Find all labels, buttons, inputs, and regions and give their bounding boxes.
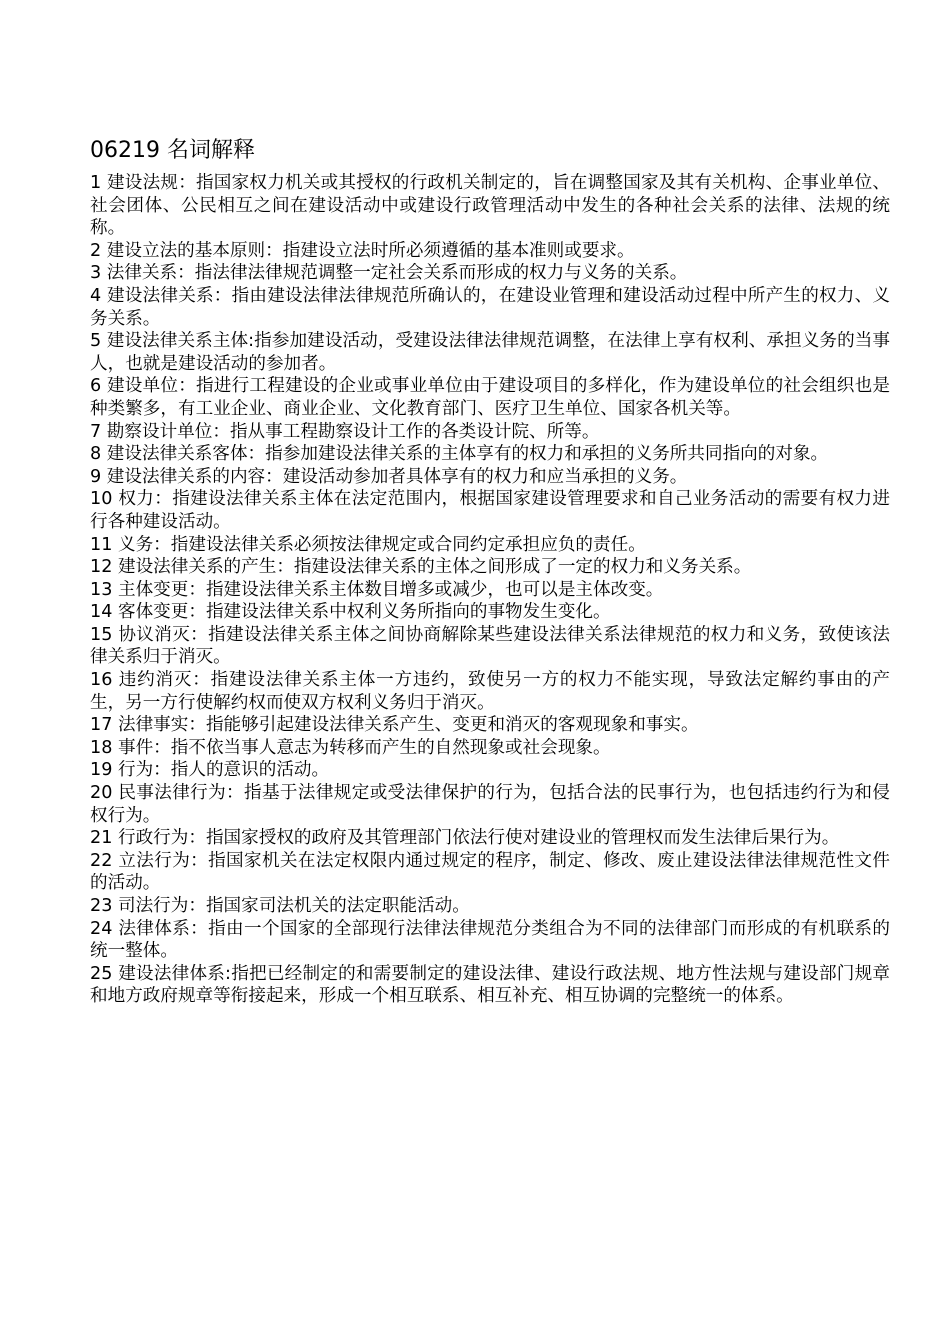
definition-entry: 1 建设法规：指国家权力机关或其授权的行政机关制定的，旨在调整国家及其有关机构、企事业单位、社会团体、公民相互之间在建设活动中或建设行政管理活动中发生的各种社会关系的法律、法规的统称。 [90,173,890,239]
definition-entry: 4 建设法律关系：指由建设法律法律规范所确认的，在建设业管理和建设活动过程中所产生的权力、义务关系。 [90,285,890,329]
definition-entry: 2 建设立法的基本原则：指建设立法时所必须遵循的基本准则或要求。 [90,240,635,261]
definition-entry: 17 法律事实：指能够引起建设法律关系产生、变更和消灭的客观现象和事实。 [90,715,699,736]
definition-entry: 13 主体变更：指建设法律关系主体数目增多或减少，也可以是主体改变。 [90,579,664,600]
definition-entry: 25 建设法律体系:指把已经制定的和需要制定的建设法律、建设行政法规、地方性法规与建设部门规章和地方政府规章等衔接起来，形成一个相互联系、相互补充、相互协调的完整统一的体系。 [90,963,890,1007]
definition-entry: 24 法律体系：指由一个国家的全部现行法律法律规范分类组合为不同的法律部门而形成的有机联系的统一整体。 [90,918,890,962]
definition-entry: 18 事件：指不依当事人意志为转移而产生的自然现象或社会现象。 [90,737,611,758]
definition-entry: 23 司法行为：指国家司法机关的法定职能活动。 [90,896,470,916]
definition-entry: 22 立法行为：指国家机关在法定权限内通过规定的程序，制定、修改、废止建设法律法律规范性文件的活动。 [90,850,890,894]
definition-entry: 10 权力：指建设法律关系主体在法定范围内，根据国家建设管理要求和自己业务活动的需要有权力进行各种建设活动。 [90,489,890,532]
definition-entry: 8 建设法律关系客体：指参加建设法律关系的主体享有的权力和承担的义务所共同指向的对象。 [90,444,829,465]
definition-entry: 5 建设法律关系主体:指参加建设活动，受建设法律法律规范调整，在法律上享有权利、承担义务的当事人，也就是建设活动的参加者。 [90,331,890,374]
definition-entry: 15 协议消灭：指建设法律关系主体之间协商解除某些建设法律关系法律规范的权力和义务，致使该法律关系归于消灭。 [90,624,890,668]
definition-entry: 21 行政行为：指国家授权的政府及其管理部门依法行使对建设业的管理权而发生法律后果行为。 [90,828,840,849]
definition-entry: 16 违约消灭：指建设法律关系主体一方违约，致使另一方的权力不能实现，导致法定解约事由的产生，另一方行使解约权而使双方权利义务归于消灭。 [90,670,890,713]
document-page [90,138,890,1008]
definition-entry: 9 建设法律关系的内容：建设活动参加者具体享有的权力和应当承担的义务。 [90,466,688,487]
document-title: 06219 名词解释 [90,138,255,163]
definition-entry: 3 法律关系：指法律法律规范调整一定社会关系而形成的权力与义务的关系。 [90,263,688,284]
definition-entry: 20 民事法律行为：指基于法律规定或受法律保护的行为，包括合法的民事行为，也包括违约行为和侵权行为。 [90,783,890,826]
definition-entry: 14 客体变更：指建设法律关系中权利义务所指向的事物发生变化。 [90,602,611,623]
definition-list [90,172,890,1008]
definition-entry: 7 勘察设计单位：指从事工程勘察设计工作的各类设计院、所等。 [90,421,600,442]
definition-entry: 12 建设法律关系的产生：指建设法律关系的主体之间形成了一定的权力和义务关系。 [90,557,752,578]
definition-entry: 11 义务：指建设法律关系必须按法律规定或合同约定承担应负的责任。 [90,534,646,555]
definition-entry: 19 行为：指人的意识的活动。 [90,760,330,781]
definition-entry: 6 建设单位：指进行工程建设的企业或事业单位由于建设项目的多样化，作为建设单位的社会组织也是种类繁多，有工业企业、商业企业、文化教育部门、医疗卫生单位、国家各机关等。 [90,376,890,419]
